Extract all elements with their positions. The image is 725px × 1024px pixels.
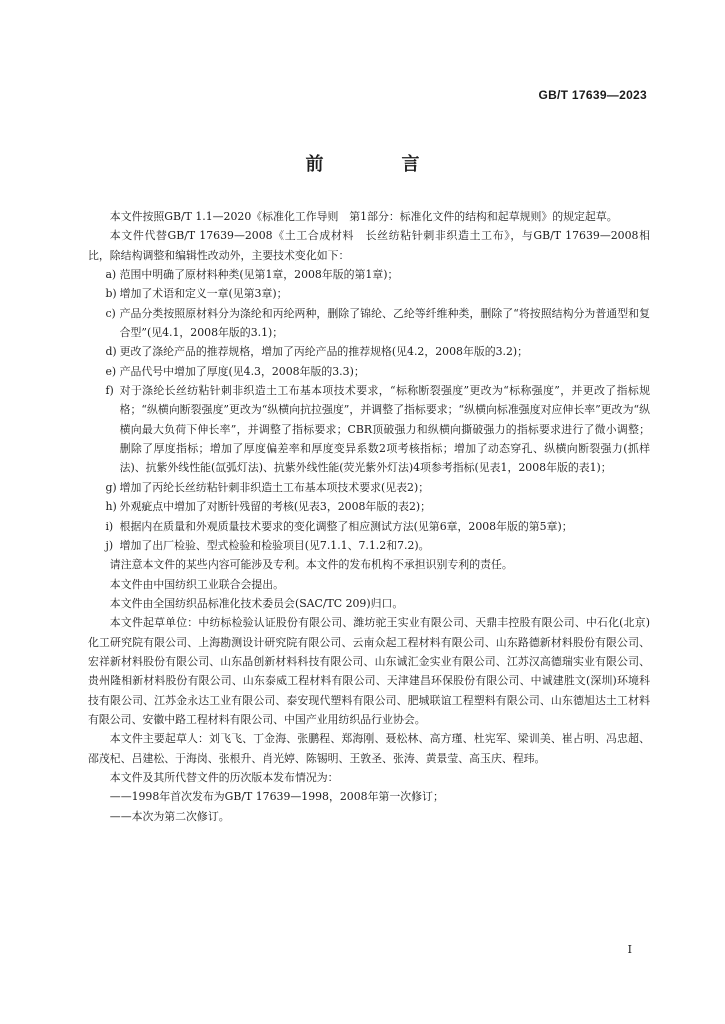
list-item-text: 范围中明确了原材料种类(见第1章，2008年版的第1章)； xyxy=(119,268,399,282)
list-item-text: 外观疵点中增加了对断针残留的考核(见表3，2008年版的表2)； xyxy=(119,500,432,514)
list-item-text: 增加了出厂检验、型式检验和检验项目(见7.1.1、7.1.2和7.2)。 xyxy=(119,538,430,552)
list-item-text: 增加了术语和定义一章(见第3章)； xyxy=(119,287,288,301)
history-item: ——本次为第二次修订。 xyxy=(109,809,230,823)
standard-code: GB/T 17639—2023 xyxy=(538,88,647,102)
paragraph-replaces: 本文件代替GB/T 17639—2008《土工合成材料 长丝纺粘针刺非织造土工布》，与GB/T 17639—2008相比，除结构调整和编辑性改动外，主要技术变化如下： xyxy=(88,229,650,262)
list-item-text: 根据内在质量和外观质量技术要求的变化调整了相应测试方法(见第6章，2008年版的第5章)； xyxy=(119,519,573,533)
list-item-mark: a) xyxy=(105,268,117,282)
list-item-text: 增加了丙纶长丝纺粘针刺非织造土工布基本项技术要求(见表2)； xyxy=(119,480,430,494)
list-item xyxy=(88,478,650,497)
paragraph-administered-by: 本文件由全国纺织品标准化技术委员会(SAC/TC 209)归口。 xyxy=(109,596,404,610)
list-item xyxy=(88,265,650,284)
changes-list xyxy=(88,265,650,555)
paragraph-drafters: 本文件主要起草人：刘飞飞、丁金海、张鹏程、郑海刚、聂松林、高方瑾、杜宪军、梁训美、崔占明、冯忠超、邵茂杞、吕建松、于海岗、张根升、肖光婷、陈锡明、王敦圣、张涛、黄景莹、高玉庆、程玮。 xyxy=(88,732,650,765)
paragraph-history-intro: 本文件及其所代替文件的历次版本发布情况为： xyxy=(109,770,339,784)
list-item-text: 产品代号中增加了厚度(见4.3，2008年版的3.3)； xyxy=(119,364,365,378)
list-item xyxy=(88,304,650,343)
list-item-text: 更改了涤纶产品的推荐规格，增加了丙纶产品的推荐规格(见4.2，2008年版的3.2)； xyxy=(119,345,529,359)
list-item xyxy=(88,536,650,555)
list-item xyxy=(88,284,650,303)
list-item xyxy=(88,497,650,516)
paragraph-drafting-rules: 本文件按照GB/T 1.1—2020《标准化工作导则 第1部分：标准化文件的结构和起草规则》的规定起草。 xyxy=(109,210,618,223)
history-item: ——1998年首次发布为GB/T 17639—1998，2008年第一次修订； xyxy=(109,790,444,804)
list-item-mark: i) xyxy=(105,519,114,533)
list-item-mark: c) xyxy=(105,306,116,320)
paragraph-proposed-by: 本文件由中国纺织工业联合会提出。 xyxy=(109,577,285,591)
list-item-mark: g) xyxy=(105,480,117,494)
list-item-text: 产品分类按照原材料分为涤纶和丙纶两种，删除了锦纶、乙纶等纤维种类，删除了“将按照结构分为普通型和复合型”(见4.1，2008年版的3.1)； xyxy=(119,306,650,340)
foreword-body xyxy=(88,207,650,826)
list-item xyxy=(88,342,650,361)
list-item xyxy=(88,517,650,536)
list-item-mark: b) xyxy=(105,287,117,301)
page-title: 前 言 xyxy=(305,154,450,175)
list-item-mark: e) xyxy=(105,364,117,378)
list-item-mark: d) xyxy=(105,345,117,359)
list-item-mark: j) xyxy=(105,538,114,552)
list-item-mark: h) xyxy=(105,500,117,514)
list-item xyxy=(88,381,650,478)
list-item-text: 对于涤纶长丝纺粘针刺非织造土工布基本项技术要求，“标称断裂强度”更改为“标称强度”，并更改了指标规格；“纵横向断裂强度”更改为“纵横向抗拉强度”，并调整了指标要求；“纵横向标准强度对应伸长率”更改为“纵横向最大负荷下伸长率”，并调整了指标要求；CBR顶破强力和纵横向撕破强力的指标要求进行了微小调整；删除了厚度指标；增加了厚度偏差率和厚度变异系数2项考核指标；增加了动态穿孔、纵横向断裂强力(抓样法)、抗紫外线性能(氙弧灯法)、抗紫外线性能(荧光紫外灯法)4项参考指标(见表1，2008年版的表1)； xyxy=(119,384,650,475)
list-item-mark: f) xyxy=(105,384,114,398)
paragraph-patent-notice: 请注意本文件的某些内容可能涉及专利。本文件的发布机构不承担识别专利的责任。 xyxy=(109,558,513,572)
paragraph-drafting-units: 本文件起草单位：中纺标检验认证股份有限公司、潍坊驼王实业有限公司、天鼎丰控股有限公司、中石化(北京)化工研究院有限公司、上海勘测设计研究院有限公司、云南众起工程材料有限公司、山东路德新材料股份有限公司、宏祥新材料股份有限公司、山东晶创新材料科技有限公司、山东诚汇金实业有限公司、江苏汉高德瑞实业有限公司、贵州隆相新材料股份有限公司、山东泰威工程材料有限公司、天津建昌环保股份有限公司、中诚建胜文(深圳)环境科技有限公司、江苏金永达工业有限公司、泰安现代塑料有限公司、肥城联谊工程塑料有限公司、山东德旭达土工材料有限公司、安徽中路工程材料有限公司、中国产业用纺织品行业协会。 xyxy=(88,616,650,726)
list-item xyxy=(88,362,650,381)
page-number: I xyxy=(627,943,632,956)
